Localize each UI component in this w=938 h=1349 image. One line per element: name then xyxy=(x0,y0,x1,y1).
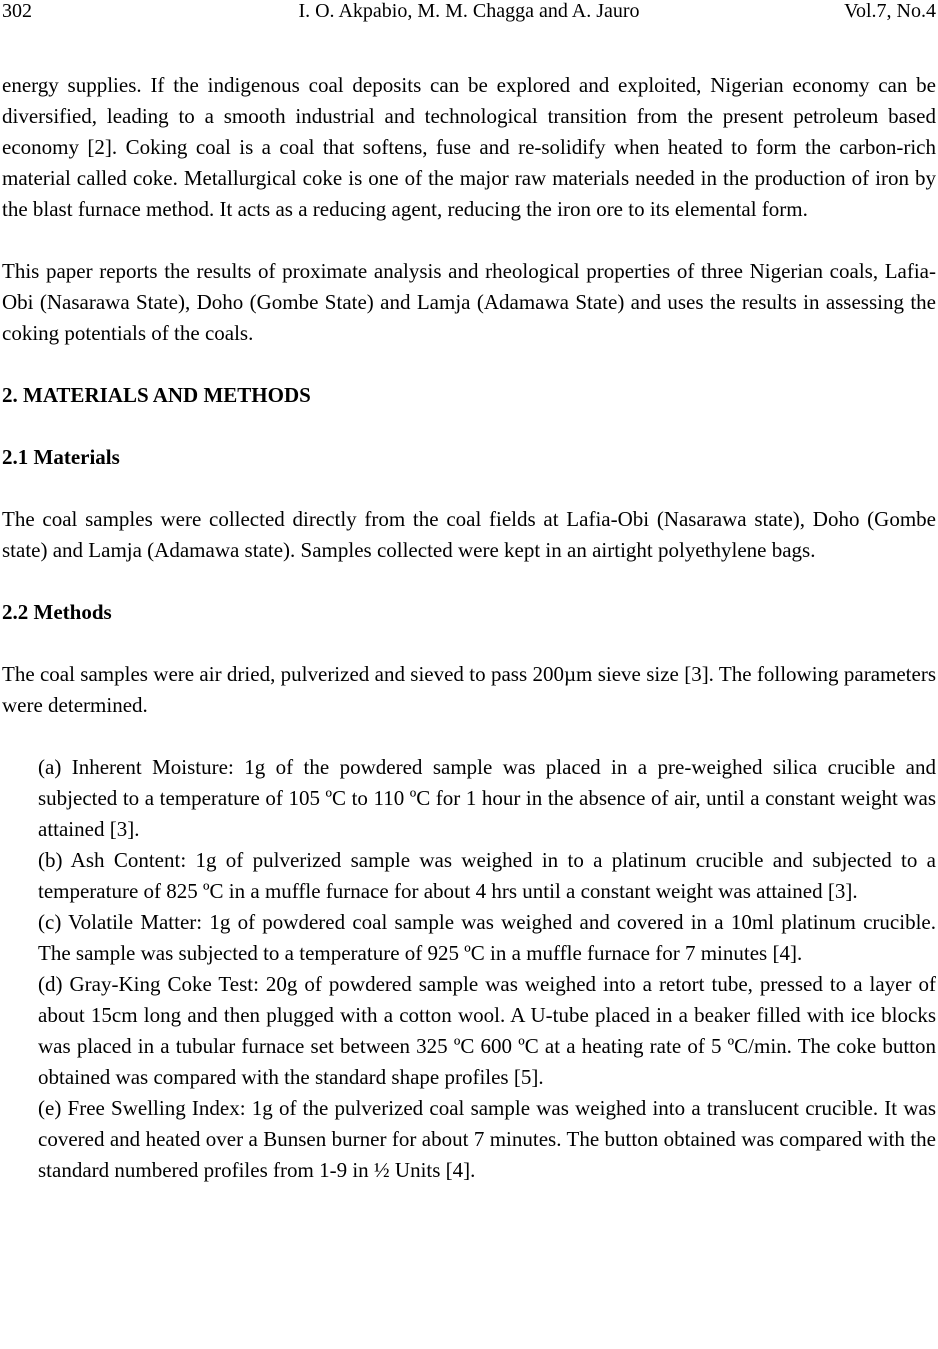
section-heading-materials-and-methods: 2. MATERIALS AND METHODS xyxy=(2,383,311,407)
paragraph-intro: energy supplies. If the indigenous coal deposits can be explored and exploited, Nigerian economy can be diversified, leading to a smooth industrial and technological transition from the present petroleum based economy [2]. Coking coal is a coal that softens, fuse and re-solidify when heated to form the carbon-rich material called coke. Metallurgical coke is one of the major raw materials needed in the production of iron by the blast furnace method. It acts as a reducing agent, reducing the iron ore to its elemental form. xyxy=(2,73,936,221)
method-item-volatile-matter: (c) Volatile Matter: 1g of powdered coal sample was weighed and covered in a 10ml platinum crucible. The sample was subjected to a temperature of 925 ºC in a muffle furnace for 7 minutes [4]. xyxy=(38,910,936,965)
method-list xyxy=(38,752,936,1186)
paragraph-materials: The coal samples were collected directly from the coal fields at Lafia-Obi (Nasarawa state), Doho (Gombe state) and Lamja (Adamawa state). Samples collected were kept in an airtight polyethylene bags. xyxy=(2,507,936,562)
paragraph-methods-intro: The coal samples were air dried, pulverized and sieved to pass 200µm sieve size [3]. The following parameters were determined. xyxy=(2,662,936,717)
subsection-heading-materials: 2.1 Materials xyxy=(2,445,120,469)
page-number: 302 xyxy=(2,0,32,22)
running-authors: I. O. Akpabio, M. M. Chagga and A. Jauro xyxy=(298,0,640,22)
paragraph-scope: This paper reports the results of proximate analysis and rheological properties of three Nigerian coals, Lafia-Obi (Nasarawa State), Doho (Gombe State) and Lamja (Adamawa State) and uses the results in assessing the coking potentials of the coals. xyxy=(2,259,936,345)
volume-issue: Vol.7, No.4 xyxy=(844,0,936,22)
subsection-heading-methods: 2.2 Methods xyxy=(2,600,112,624)
page-body xyxy=(2,70,936,1186)
method-item-free-swelling-index: (e) Free Swelling Index: 1g of the pulverized coal sample was weighed into a translucent crucible. It was covered and heated over a Bunsen burner for about 7 minutes. The button obtained was compared with the standard numbered profiles from 1-9 in ½ Units [4]. xyxy=(38,1096,936,1182)
method-item-ash-content: (b) Ash Content: 1g of pulverized sample was weighed in to a platinum crucible and subjected to a temperature of 825 ºC in a muffle furnace for about 4 hrs until a constant weight was attained [3]. xyxy=(38,848,936,903)
method-item-inherent-moisture: (a) Inherent Moisture: 1g of the powdered sample was placed in a pre-weighed silica crucible and subjected to a temperature of 105 ºC to 110 ºC for 1 hour in the absence of air, until a constant weight was attained [3]. xyxy=(38,755,936,841)
method-item-gray-king-coke-test: (d) Gray-King Coke Test: 20g of powdered sample was weighed into a retort tube, pressed to a layer of about 15cm long and then plugged with a cotton wool. A U-tube placed in a beaker filled with ice blocks was placed in a tubular furnace set between 325 ºC 600 ºC at a heating rate of 5 ºC/min. The coke button obtained was compared with the standard shape profiles [5]. xyxy=(38,972,936,1089)
page-header xyxy=(2,0,936,22)
